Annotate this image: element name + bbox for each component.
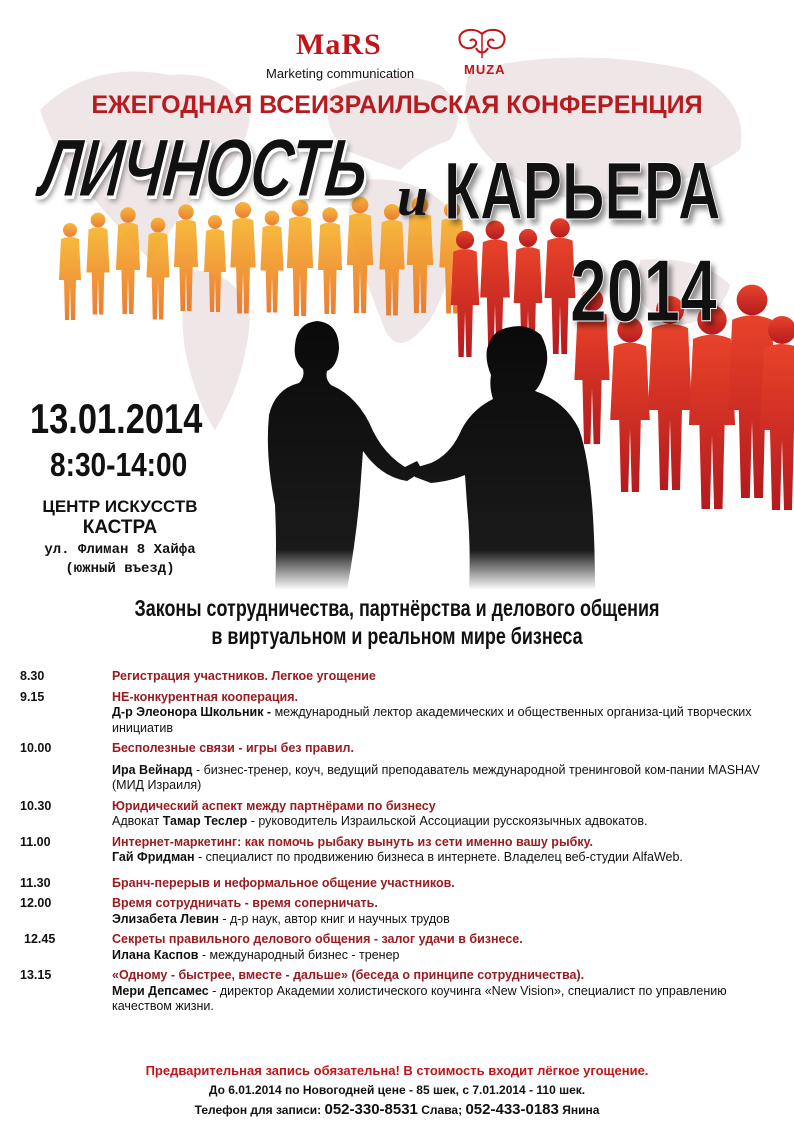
phone-number-1: 052-330-8531 xyxy=(324,1101,418,1118)
program-title: Интернет-маркетинг: как помочь рыбаку вынуть из сети именно вашу рыбку. xyxy=(112,834,593,849)
program-row xyxy=(20,968,780,1015)
event-date: 13.01.2014 xyxy=(30,395,203,442)
program-description: - руководитель Израильской Ассоциации русскоязычных адвокатов. xyxy=(247,814,648,828)
event-time: 8:30-14:00 xyxy=(50,446,188,483)
title-career: КАРЬЕРА xyxy=(444,146,721,237)
subtitle-line-2: в виртуальном и реальном мире бизнеса xyxy=(211,623,583,649)
program-description: - д-р наук, автор книг и научных трудов xyxy=(218,911,450,926)
program-row xyxy=(20,932,780,963)
program-row xyxy=(20,876,780,892)
venue-address: ул. Флиман 8 Хайфа xyxy=(44,542,196,558)
program-title: Бесполезные связи - игры без правил. xyxy=(112,741,354,755)
program-title: Регистрация участников. Легкое угощение xyxy=(112,669,376,683)
program-description: - директор Академии холистического коучинга «New Vision», специалист по управлению качеством жизни. xyxy=(112,983,727,1013)
title-personality: ЛИЧНОСТЬ xyxy=(36,123,372,214)
contact-name-1: Слава; xyxy=(421,1103,463,1117)
title-year: 2014 xyxy=(570,241,717,340)
program-time: 9.15 xyxy=(20,689,45,704)
program-time: 11.00 xyxy=(20,834,51,849)
program-time: 12.00 xyxy=(20,896,52,910)
program-speaker-prefix: Адвокат xyxy=(112,814,163,828)
registration-note: Предварительная запись обязательна! В стоимость входит лёгкое угощение. xyxy=(145,1063,649,1078)
program-row xyxy=(20,799,780,830)
handshake-illustration xyxy=(255,305,595,590)
program-description: международный лектор академических и общественных организа-ций творческих инициатив xyxy=(112,705,752,735)
contact-name-2: Янина xyxy=(562,1103,600,1117)
program-description: - международный бизнес - тренер xyxy=(198,947,400,962)
program-schedule xyxy=(20,669,780,1020)
program-speaker: Илана Каспов xyxy=(112,947,199,962)
conference-supertitle: ЕЖЕГОДНАЯ ВСЕИЗРАИЛЬСКАЯ КОНФЕРЕНЦИЯ xyxy=(91,91,703,119)
program-description: - бизнес-тренер, коуч, ведущий преподаватель международной тренинговой ком-пании MASHAV (МИД Израиля) xyxy=(112,762,760,792)
phone-number-2: 052-433-0183 xyxy=(465,1101,559,1118)
conference-subtitle xyxy=(0,594,794,650)
mars-tagline: Marketing communication xyxy=(266,66,415,81)
program-time: 11.30 xyxy=(20,875,51,890)
program-title: Секреты правильного делового общения - залог удачи в бизнесе. xyxy=(112,932,523,946)
program-speaker: Ира Вейнард xyxy=(112,762,193,777)
muza-logo: MUZA xyxy=(464,62,506,77)
program-row xyxy=(20,741,780,794)
program-time: 10.30 xyxy=(20,798,52,813)
phone-info xyxy=(0,1101,794,1118)
program-speaker: Гай Фридман xyxy=(112,850,195,864)
program-row xyxy=(20,835,780,866)
program-title: Юридический аспект между партнёрами по бизнесу xyxy=(112,798,436,813)
program-speaker: Элизабета Левин xyxy=(112,911,219,926)
program-time: 13.15 xyxy=(20,968,52,982)
title-and: и xyxy=(397,166,429,228)
price-info: До 6.01.2014 по Новогодней цене - 85 шек, с 7.01.2014 - 110 шек. xyxy=(208,1083,586,1097)
venue-line-2: КАСТРА xyxy=(82,517,158,538)
program-title: Время сотрудничать - время соперничать. xyxy=(112,896,378,910)
mars-logo: MaRS xyxy=(296,28,382,61)
subtitle-line-1: Законы сотрудничества, партнёрства и делового общения xyxy=(134,595,660,621)
program-title: НЕ-конкурентная кооперация. xyxy=(112,689,298,704)
program-row xyxy=(20,669,780,685)
program-speaker: Тамар Теслер xyxy=(162,814,248,828)
program-row xyxy=(20,896,780,927)
venue-entrance: (южный въезд) xyxy=(65,561,175,577)
program-title: «Одному - быстрее, вместе - дальше» (беседа о принципе сотрудничества). xyxy=(112,968,585,982)
program-description: - специалист по продвижению бизнеса в интернете. Владелец веб-студии AlfaWeb. xyxy=(194,850,683,864)
venue-line-1: ЦЕНТР ИСКУССТВ xyxy=(42,497,198,516)
program-speaker: Мери Депсамес xyxy=(112,983,209,998)
program-time: 10.00 xyxy=(20,741,52,755)
program-time: 8.30 xyxy=(20,669,45,683)
phone-label: Телефон для записи: xyxy=(194,1103,322,1117)
program-row xyxy=(20,690,780,737)
program-title: Бранч-перерыв и неформальное общение участников. xyxy=(112,875,455,890)
logo-area xyxy=(258,28,558,88)
program-speaker: Д-р Элеонора Школьник - xyxy=(112,705,272,719)
program-time: 12.45 xyxy=(24,932,56,946)
